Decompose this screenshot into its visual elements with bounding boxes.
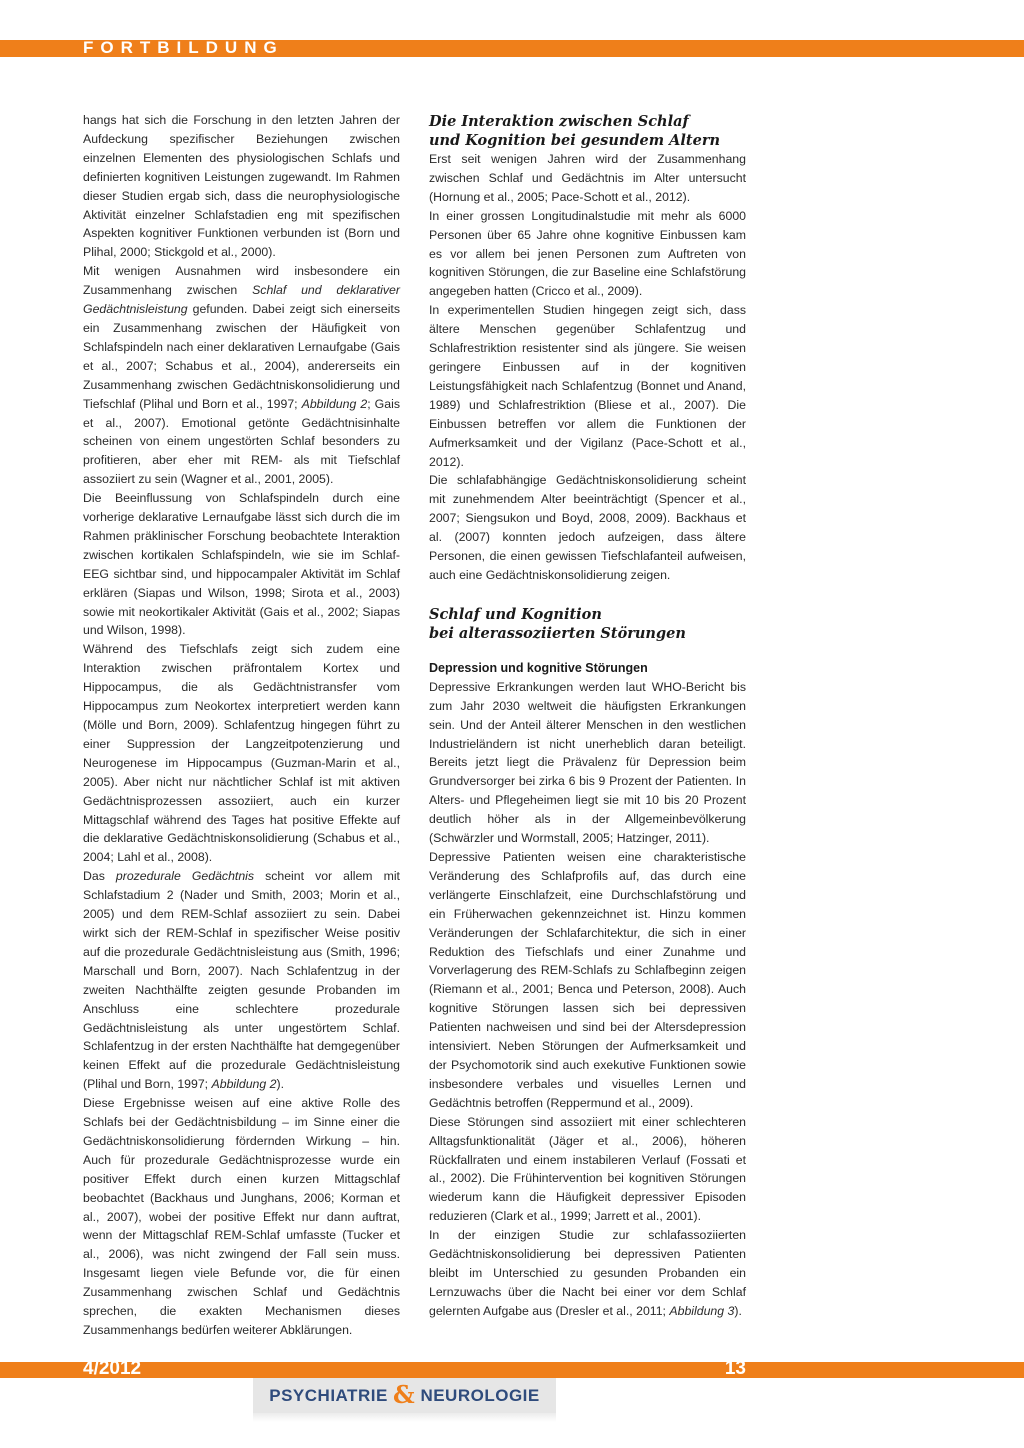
paragraph: hangs hat sich die Forschung in den letzten Jahren der Aufdeckung spezifischer Beziehungen zwischen einzelnen Elementen des physiologischen Schlafs und definierten kognitiven Leistungen zugewandt. Im Rahmen dieser Studien ergab sich, dass die neurophysiologische Aktivität einzelner Schlafstadien eng mit spezifischen Aspekten kognitiver Funktionen verbunden ist (Born und Plihal, 2000; Stickgold et al., 2000).	[83, 113, 400, 260]
section-heading: Die Interaktion zwischen Schlaf und Kognition bei gesundem Altern	[429, 113, 721, 149]
paragraph: In experimentellen Studien hingegen zeigt sich, dass ältere Menschen gegenüber Schlafentzug und Schlafrestriktion resistenter sind als jüngere. Sie weisen geringere Einbussen auf in der kognitiven Leistungsfähigkeit nach Schlafentzug (Bonnet und Anand, 1989) und Schlafrestriktion (Bliese et al., 2007). Die Einbussen betreffen vor allem die Funktionen der Aufmerksamkeit und der Vigilanz (Pace-Schott et al., 2012).	[429, 303, 746, 469]
paragraph: In einer grossen Longitudinalstudie mit mehr als 6000 Personen über 65 Jahre ohne kognitive Einbussen kam es vor allem bei jenen Personen zum Auftreten von kognitiven Störungen, die zur Baseline eine Schlafstörung angegeben hatten (Cricco et al., 2009).	[429, 208, 746, 299]
section-label: FORTBILDUNG	[83, 38, 284, 57]
journal-logo: PSYCHIATRIE & NEUROLOGIE	[269, 1380, 540, 1409]
page-number: 13	[724, 1358, 746, 1379]
subheading: Depression und kognitive Störungen	[429, 660, 648, 675]
paragraph: Depressive Erkrankungen werden laut WHO-Bericht bis zum Jahr 2030 weltweit die häufigsten Erkrankungen sein. Und der Anteil älterer Menschen in den westlichen Industrieländern ist nicht unerheblich daran beteiligt. Bereits jetzt liegt die Prävalenz für Depression beim Grundversorger bei zirka 6 bis 9 Prozent der Patienten. In Alters- und Pflegeheimen liegt sie mit 10 bis 20 Prozent deutlich höher als in der Allgemeinbevölkerung (Schwärzler und Wormstall, 2005; Hatzinger, 2011).	[429, 679, 746, 846]
footer-bar	[0, 1362, 1024, 1378]
paragraph: Das prozedurale Gedächtnis scheint vor allem mit Schlafstadium 2 (Nader und Smith, 2003; Morin et al., 2005) und dem REM-Schlaf assoziiert zu sein. Dabei wirkt sich der REM-Schlaf in spezifischer Weise positiv auf die prozedurale Gedächtnisleistung aus (Smith, 1996; Marschall und Born, 2007). Nach Schlafentzug in der zweiten Nachthälfte zeigten gesunde Probanden im Anschluss eine schlechtere prozedurale Gedächtnisleistung als unter ungestörtem Schlaf. Schlafentzug in der ersten Nachthälfte hat demgegenüber keinen Effekt auf die prozedurale Gedächtnisleistung (Plihal und Born, 1997; Abbildung 2).	[83, 869, 400, 1092]
paragraph: Diese Störungen sind assoziiert mit einer schlechteren Alltagsfunktionalität (Jäger et al., 2006), höheren Rückfallraten und einem instabileren Verlauf (Fossati et al., 2002). Die Frühintervention bei kognitiven Störungen wiederum kann die Häufigkeit depressiver Episoden reduzieren (Clark et al., 1999; Jarrett et al., 2001).	[429, 1114, 746, 1224]
paragraph: Diese Ergebnisse weisen auf eine aktive Rolle des Schlafs bei der Gedächtnisbildung – im Sinne einer die Gedächtniskonsolidierung fördernden Wirkung – hin. Auch für prozedurale Gedächtnisprozesse wurde ein positiver Effekt durch einen kurzen Mittagschlaf beobachtet (Backhaus und Junghans, 2006; Korman et al., 2007), wobei der positive Effekt nur dann auftrat, wenn der Mittagschlaf REM-Schlaf umfasste (Tucker et al., 2006), was nicht zwingend der Fall sein muss. Insgesamt liegen viele Befunde vor, die für einen Zusammenhang zwischen Schlaf und Gedächtnis sprechen, die exakten Mechanismen dieses Zusammenhangs bedürfen weiterer Abklärungen.	[83, 1096, 400, 1337]
paragraph: In der einzigen Studie zur schlafassoziierten Gedächtniskonsolidierung bei depressiven Patienten bleibt im Unterschied zu gesunden Probanden ein Lernzuwachs über die Nacht bei einer vor dem Schlaf gelernten Aufgabe aus (Dresler et al., 2011; Abbildung 3).	[429, 1228, 746, 1318]
ampersand-glyph: &	[393, 1380, 416, 1409]
right-column	[429, 112, 746, 1321]
issue-number: 4/2012	[83, 1358, 142, 1379]
paragraph: Die Beeinflussung von Schlafspindeln durch eine vorherige deklarative Lernaufgabe lässt sich durch die im Rahmen präklinischer Forschung beobachtete Interaktion zwischen kortikalen Schlafspindeln, wie sie im Schlaf-EEG sichtbar sind, und hippocampaler Aktivität im Schlaf erklären (Siapas und Wilson, 1998; Sirota et al., 2003) sowie mit neokortikaler Aktivität (Gais et al., 2002; Siapas und Wilson, 1998).	[83, 491, 400, 638]
left-column	[83, 111, 400, 1340]
paragraph: Erst seit wenigen Jahren wird der Zusammenhang zwischen Schlaf und Gedächtnis im Alter untersucht (Hornung et al., 2005; Pace-Schott et al., 2012).	[429, 152, 746, 204]
paragraph: Depressive Patienten weisen eine charakteristische Veränderung des Schlafprofils auf, das durch eine verlängerte Einschlafzeit, eine Durchschlafstörung und ein Früherwachen gekennzeichnet ist. Hinzu kommen Veränderungen der Schlafarchitektur, die sich in einer Reduktion des Tiefschlafs und einer Zunahme und Vorverlagerung des REM-Schlafs zu Schlafbeginn zeigen (Riemann et al., 2001; Benca und Peterson, 2008). Auch kognitive Störungen lassen sich bei depressiven Patienten nachweisen und sind bei der Altersdepression intensiviert. Neben Störungen der Aufmerksamkeit und der Psychomotorik sind auch exekutive Funktionen sowie insbesondere verbales und visuelles Lernen und Gedächtnis betroffen (Reppermund et al., 2009).	[429, 850, 746, 1110]
section-heading: Schlaf und Kognition bei alterassoziierten Störungen	[429, 605, 686, 642]
paragraph: Mit wenigen Ausnahmen wird insbesondere ein Zusammenhang zwischen Schlaf und deklarativer Gedächtnisleistung gefunden. Dabei zeigt sich einerseits ein Zusammenhang zwischen der Häufigkeit von Schlafspindeln nach einer deklarativen Lernaufgabe (Gais et al., 2007; Schabus et al., 2004), andererseits ein Zusammenhang zwischen Gedächtniskonsolidierung und Tiefschlaf (Plihal und Born et al., 1997; Abbildung 2; Gais et al., 2007). Emotional getönte Gedächtnisinhalte scheinen von einem ungestörten Schlaf besonders zu profitieren, aber eher mit REM- als mit Tiefschlaf assoziiert zu sein (Wagner et al., 2001, 2005).	[83, 264, 400, 487]
paragraph: Die schlafabhängige Gedächtniskonsolidierung scheint mit zunehmendem Alter beeinträchtigt (Spencer et al., 2007; Siengsukon und Boyd, 2008, 2009). Backhaus et al. (2007) konnten jedoch aufzeigen, dass ältere Personen, die einen gewissen Tiefschlafanteil aufweisen, auch eine Gedächtniskonsolidierung zeigen.	[429, 473, 746, 582]
paragraph: Während des Tiefschlafs zeigt sich zudem eine Interaktion zwischen präfrontalem Kortex und Hippocampus, die als Gedächtnistransfer vom Hippocampus zum Neokortex interpretiert werden kann (Mölle und Born, 2009). Schlafentzug hingegen führt zu einer Suppression der Langzeitpotenzierung und Neurogenese im Hippocampus (Guzman-Marin et al., 2005). Aber nicht nur nächtlicher Schlaf ist mit aktiven Gedächtnisprozessen assoziiert, auch ein kurzer Mittagschlaf während des Tages hat positive Effekte auf die deklarative Gedächtniskonsolidierung (Schabus et al., 2004; Lahl et al., 2008).	[83, 642, 400, 865]
